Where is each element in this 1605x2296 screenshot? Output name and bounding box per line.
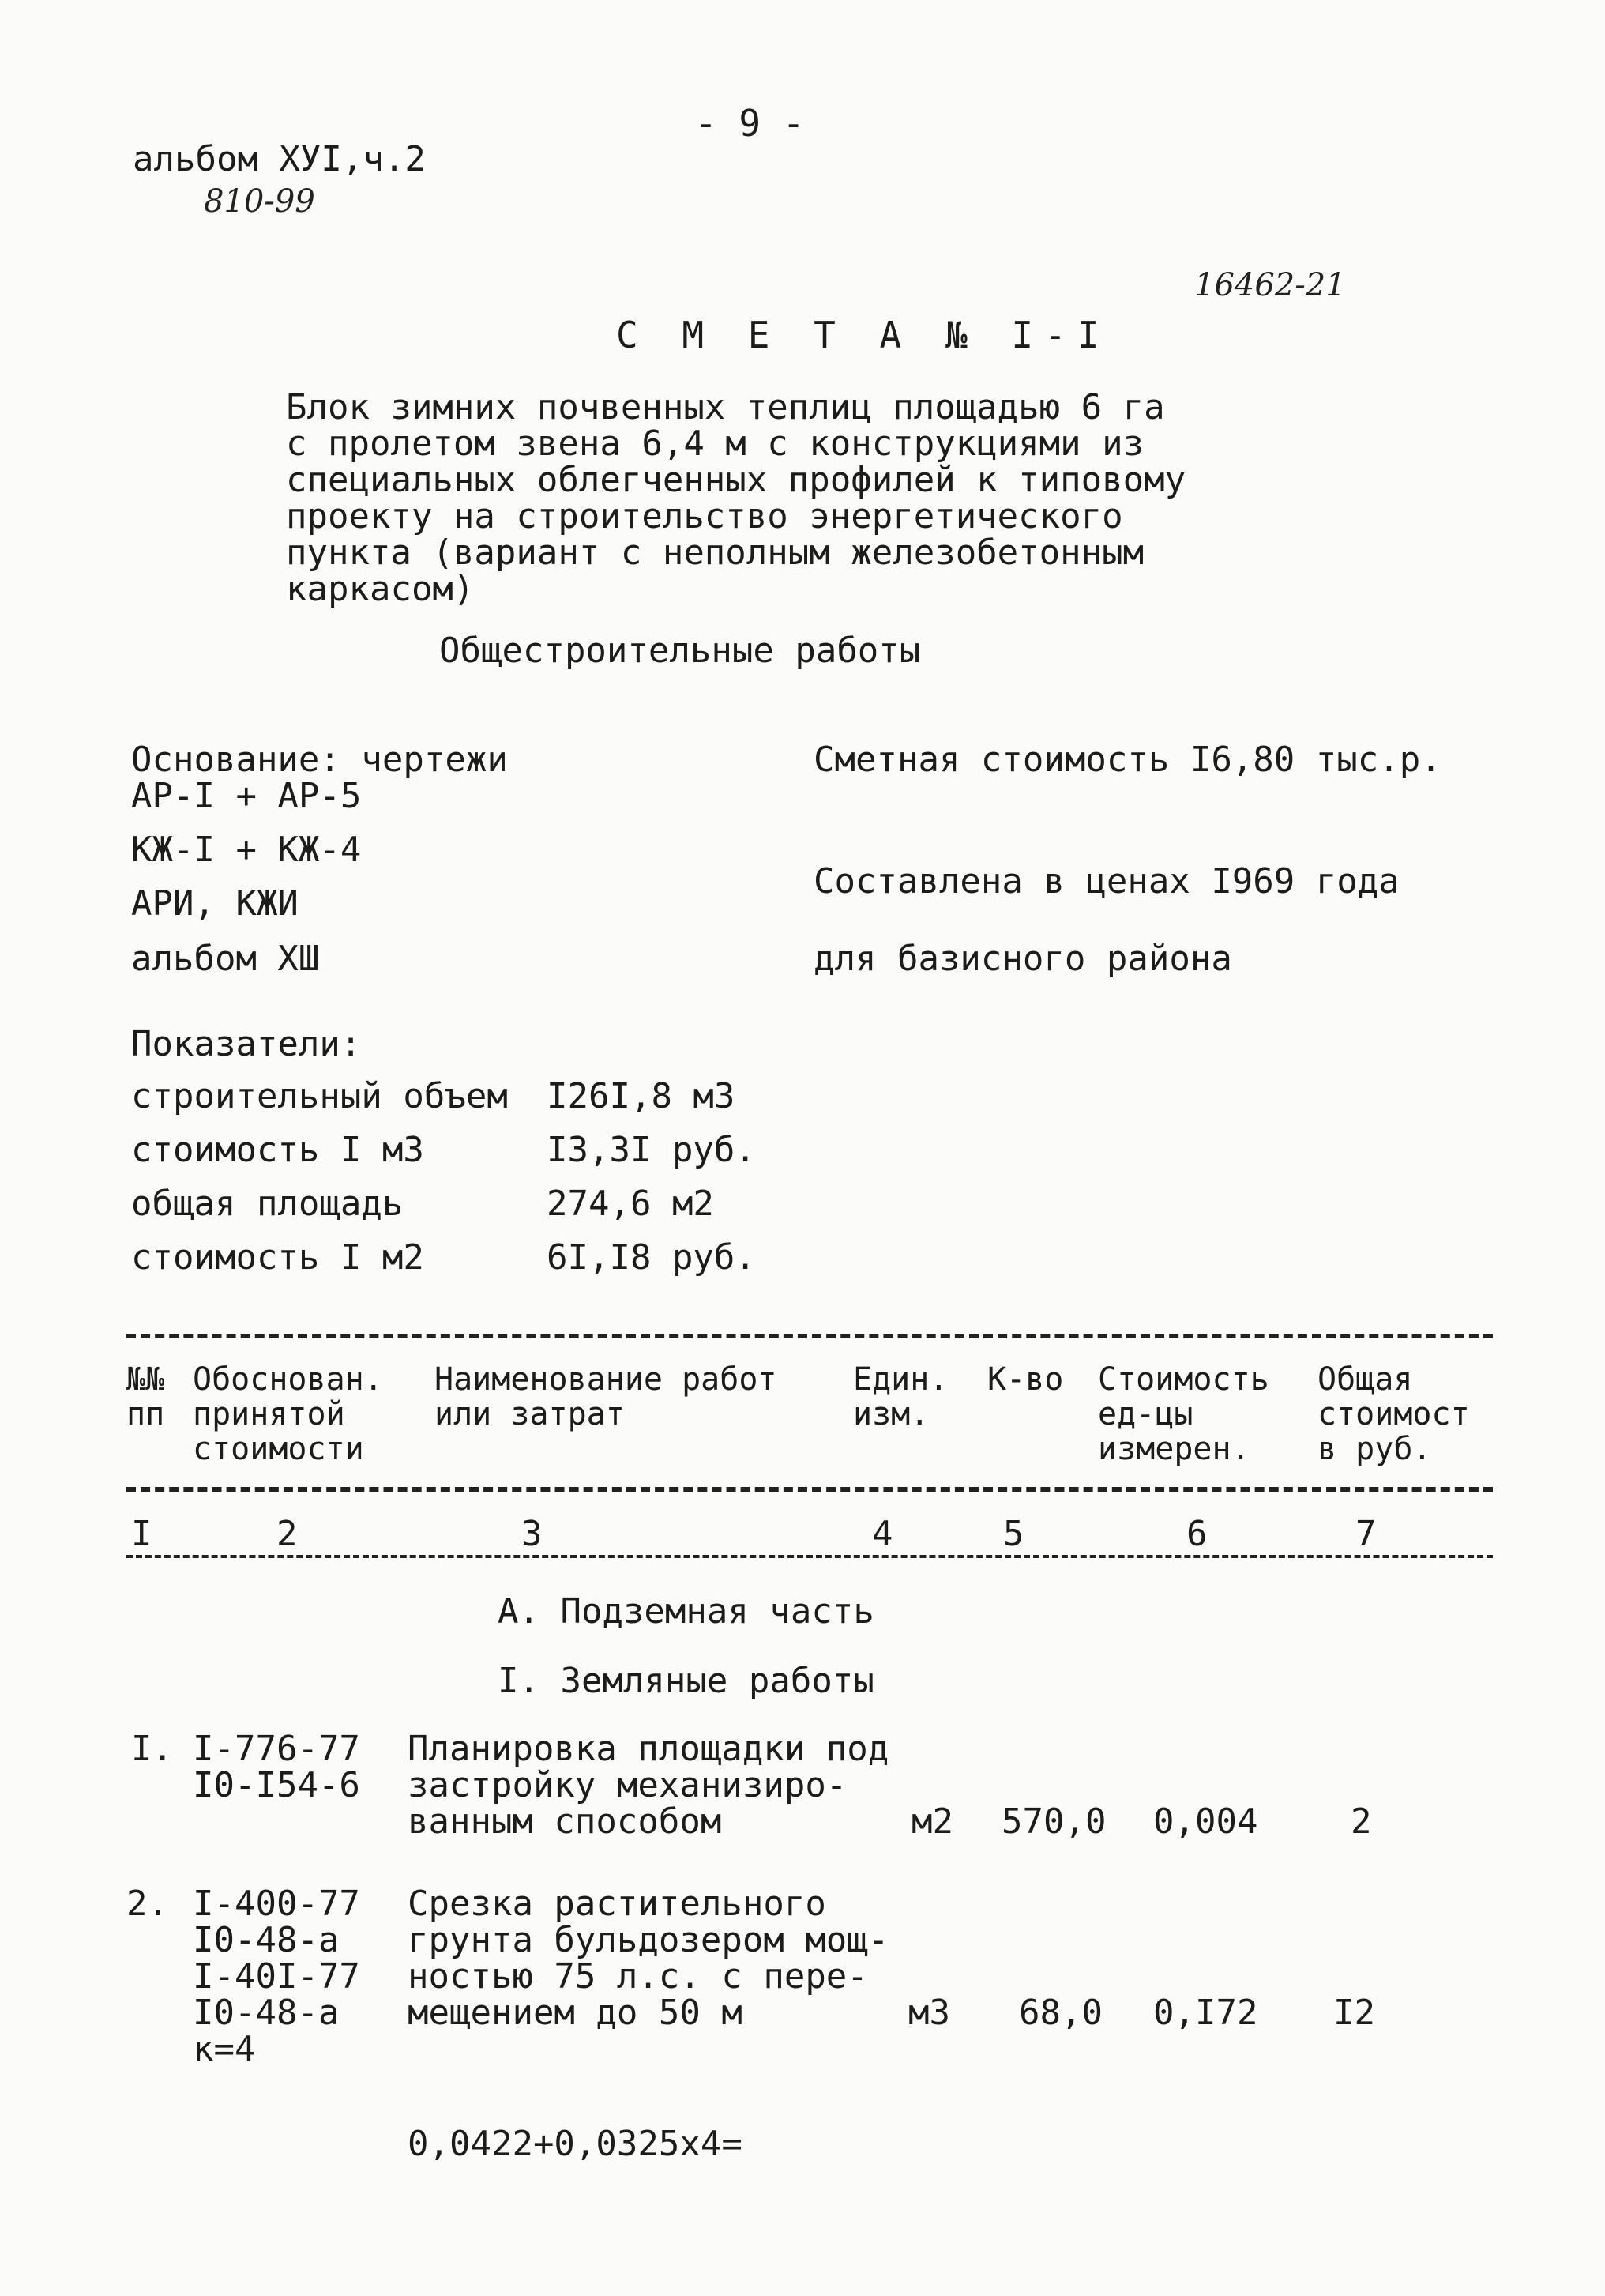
row-qty: 68,0 — [1019, 1993, 1103, 2033]
indicator-label: общая площадь — [131, 1184, 404, 1224]
header-col-6: измерен. — [1098, 1431, 1250, 1467]
header-col-3: Наименование работ — [434, 1361, 777, 1398]
row-unit-cost: 0,004 — [1153, 1801, 1258, 1842]
subsection-heading: I. Земляные работы — [498, 1661, 874, 1701]
header-col-2: принятой — [193, 1396, 345, 1432]
indicator-value: I26I,8 м3 — [547, 1076, 735, 1116]
column-number: 7 — [1355, 1514, 1377, 1554]
basis-line: Основание: чертежи — [131, 740, 508, 780]
page-number: - 9 - — [695, 102, 805, 145]
header-col-4: Един. — [853, 1361, 949, 1398]
column-number: 3 — [521, 1514, 543, 1554]
row-basis: I-400-77 — [193, 1884, 360, 1924]
prices-year: Составлена в ценах I969 года — [814, 861, 1400, 901]
description-line: пункта (вариант с неполным железобетонным — [286, 533, 1145, 573]
header-col-6: Стоимость — [1098, 1361, 1269, 1398]
row-basis: к=4 — [193, 2029, 256, 2069]
works-type-heading: Общестроительные работы — [439, 630, 921, 671]
indicator-value: 6I,I8 руб. — [547, 1237, 756, 1278]
row-number: I. — [131, 1729, 173, 1769]
row-number: 2. — [126, 1884, 168, 1924]
basis-line: АР-I + АР-5 — [131, 776, 362, 816]
indicator-value: 274,6 м2 — [547, 1184, 714, 1224]
album-code-handwritten: 810-99 — [204, 183, 315, 220]
row-name: Планировка площадки под — [408, 1729, 889, 1769]
row-basis: I0-I54-6 — [193, 1765, 360, 1805]
header-col-2: Обоснован. — [193, 1361, 383, 1398]
row-total: 2 — [1351, 1801, 1372, 1842]
basis-line: альбом ХШ — [131, 939, 320, 979]
column-number: 6 — [1186, 1514, 1208, 1554]
row-basis: I0-48-а — [193, 1920, 340, 1960]
row-name: застройку механизиро- — [408, 1765, 848, 1805]
row-unit: м3 — [908, 1993, 950, 2033]
row-basis: I0-48-а — [193, 1993, 340, 2033]
indicator-label: стоимость I м3 — [131, 1130, 424, 1170]
row-name: ностью 75 л.с. с пере- — [408, 1956, 868, 1997]
indicator-label: строительный объем — [131, 1076, 508, 1116]
row-name: Срезка растительного — [408, 1884, 826, 1924]
album-label: альбом ХУI,ч.2 — [133, 139, 426, 179]
header-col-3: или затрат — [434, 1396, 625, 1432]
header-col-7: стоимост — [1317, 1396, 1470, 1432]
section-heading: А. Подземная часть — [498, 1591, 874, 1632]
header-col-1: пп — [126, 1396, 165, 1432]
formula: 0,0422+0,0325х4= — [408, 2124, 742, 2164]
description-line: с пролетом звена 6,4 м с конструкциями из — [286, 423, 1145, 464]
indicator-label: стоимость I м2 — [131, 1237, 424, 1278]
row-name: мещением до 50 м — [408, 1993, 742, 2033]
row-total: I2 — [1333, 1993, 1375, 2033]
header-col-7: Общая — [1317, 1361, 1413, 1398]
header-col-5: К-во — [987, 1361, 1064, 1398]
column-number: I — [131, 1514, 152, 1554]
header-col-1: №№ — [126, 1361, 165, 1398]
row-basis: I-40I-77 — [193, 1956, 360, 1997]
header-col-7: в руб. — [1317, 1431, 1432, 1467]
description-line: Блок зимних почвенных теплиц площадью 6 га — [286, 387, 1165, 427]
document-code-handwritten: 16462-21 — [1194, 267, 1346, 303]
description-line: каркасом) — [286, 569, 475, 609]
table-header-rule — [126, 1487, 1493, 1492]
row-unit: м2 — [912, 1801, 953, 1842]
header-col-4: изм. — [853, 1396, 930, 1432]
column-numbers-rule — [126, 1555, 1493, 1558]
indicator-value: I3,3I руб. — [547, 1130, 756, 1170]
description-line: специальных облегченных профилей к типовому — [286, 460, 1186, 500]
row-name: грунта бульдозером мощ- — [408, 1920, 889, 1960]
column-number: 5 — [1003, 1514, 1024, 1554]
region: для базисного района — [814, 939, 1232, 979]
column-number: 2 — [276, 1514, 298, 1554]
row-name: ванным способом — [408, 1801, 722, 1842]
header-col-6: ед-цы — [1098, 1396, 1193, 1432]
table-top-rule — [126, 1334, 1493, 1338]
estimated-cost: Сметная стоимость I6,80 тыс.р. — [814, 740, 1441, 780]
row-unit-cost: 0,I72 — [1153, 1993, 1258, 2033]
indicators-heading: Показатели: — [131, 1024, 362, 1064]
document-title: С М Е Т А № I-I — [616, 314, 1111, 356]
column-number: 4 — [872, 1514, 893, 1554]
header-col-2: стоимости — [193, 1431, 364, 1467]
description-line: проекту на строительство энергетического — [286, 496, 1123, 536]
row-qty: 570,0 — [1002, 1801, 1107, 1842]
basis-line: АРИ, КЖИ — [131, 883, 299, 924]
basis-line: КЖ-I + КЖ-4 — [131, 830, 362, 870]
row-basis: I-776-77 — [193, 1729, 360, 1769]
